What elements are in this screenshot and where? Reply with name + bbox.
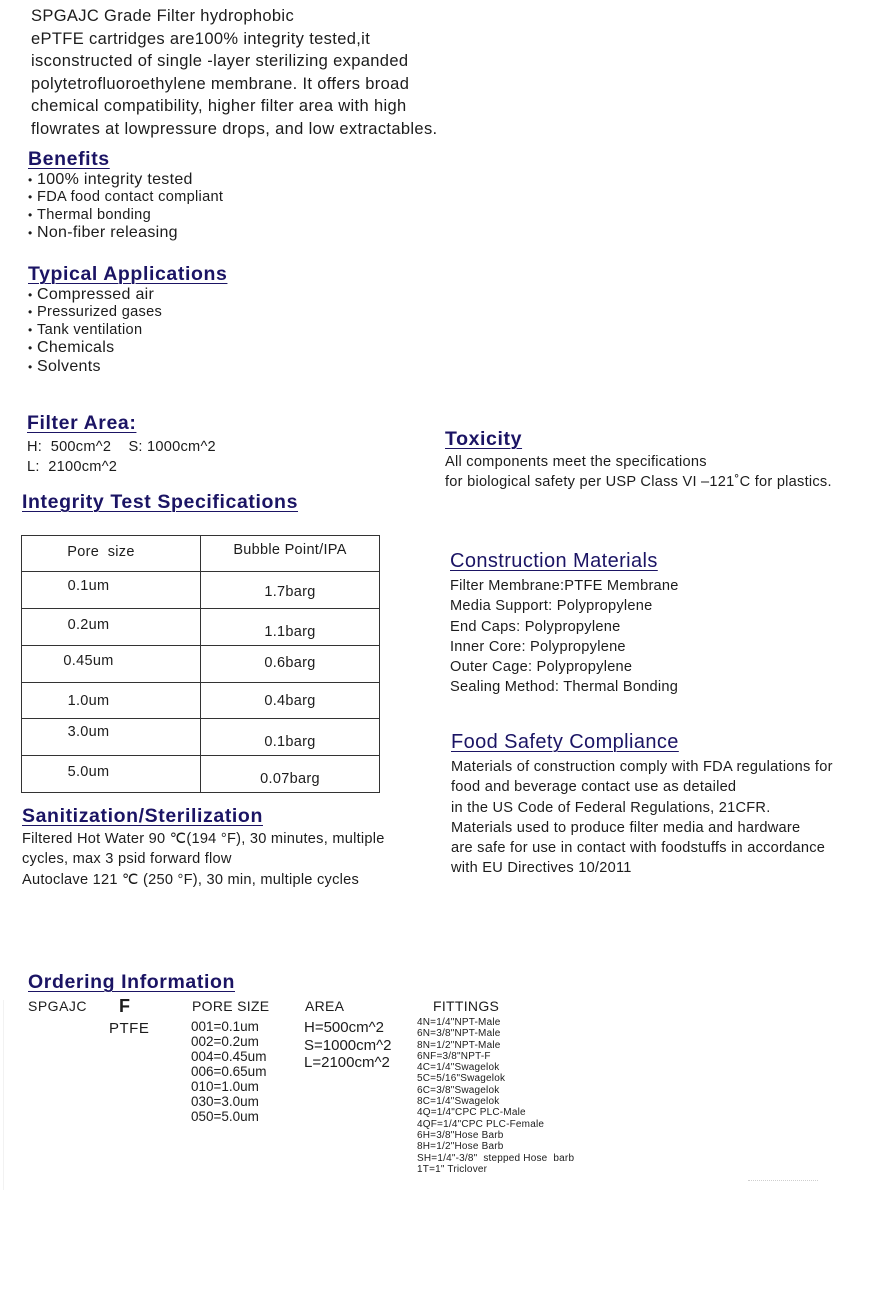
list-item: • FDA food contact compliant	[28, 189, 224, 205]
table-header-bubble-point: Bubble Point/IPA	[201, 536, 380, 572]
integrity-heading: Integrity Test Specifications	[22, 491, 299, 513]
construction-line: Sealing Method: Thermal Bonding	[450, 679, 679, 696]
list-item: • Thermal bonding	[28, 206, 152, 223]
food-safety-line: with EU Directives 10/2011	[451, 860, 632, 877]
construction-line: End Caps: Polypropylene	[450, 618, 621, 635]
intro-paragraph	[31, 5, 438, 141]
fitting-option: 6C=3/8"Swagelok	[417, 1084, 500, 1096]
fitting-option: 6N=3/8"NPT-Male	[417, 1028, 501, 1040]
pore-option: 001=0.1um	[191, 1019, 259, 1034]
sanitization-text	[22, 829, 385, 890]
ordering-area-list	[304, 1019, 392, 1072]
construction-list	[450, 576, 679, 698]
intro-line: isconstructed of single -layer sterilizing expanded	[31, 52, 409, 71]
food-safety-line: Materials used to produce filter media and hardware	[451, 819, 801, 836]
table-row	[22, 756, 380, 793]
list-item: • Chemicals	[28, 339, 115, 356]
fitting-option: 4QF=1/4"CPC PLC-Female	[417, 1118, 545, 1130]
bullet-icon: •	[28, 341, 33, 355]
fitting-option: 4C=1/4"Swagelok	[417, 1062, 500, 1074]
ordering-fittings-header: FITTINGS	[433, 998, 500, 1014]
bubble-point-cell: 0.1barg	[201, 719, 380, 756]
bullet-icon: •	[28, 322, 33, 337]
ordering-heading: Ordering Information	[28, 971, 235, 993]
ordering-media-code: F	[119, 996, 130, 1016]
fitting-option: 8C=1/4"Swagelok	[417, 1096, 500, 1108]
sanitization-line: cycles, max 3 psid forward flow	[22, 851, 232, 868]
integrity-table	[21, 535, 380, 793]
construction-heading: Construction Materials	[450, 550, 658, 572]
list-item: • Pressurized gases	[28, 304, 163, 320]
fitting-option: 6NF=3/8"NPT-F	[417, 1050, 491, 1062]
filter-area-heading: Filter Area:	[27, 412, 137, 434]
toxicity-line: All components meet the specifications	[445, 454, 707, 470]
list-item: • 100% integrity tested	[28, 171, 193, 188]
fitting-option: 8H=1/2"Hose Barb	[417, 1141, 504, 1153]
fitting-option: 6H=3/8"Hose Barb	[417, 1129, 504, 1141]
pore-size-cell: 5.0um	[22, 756, 201, 793]
table-row	[22, 719, 380, 756]
bullet-icon: •	[28, 288, 33, 302]
bullet-icon: •	[28, 207, 33, 222]
bullet-icon: •	[28, 360, 33, 374]
pore-option: 004=0.45um	[191, 1049, 267, 1064]
applications-heading: Typical Applications	[28, 263, 228, 285]
area-option: L=2100cm^2	[304, 1054, 390, 1071]
food-safety-heading: Food Safety Compliance	[451, 731, 679, 753]
fitting-option: 1T=1" Triclover	[417, 1163, 488, 1175]
table-row	[22, 572, 380, 609]
filter-area-line: H: 500cm^2 S: 1000cm^2	[27, 439, 216, 455]
pore-size-cell: 0.45um	[22, 646, 201, 683]
intro-line: chemical compatibility, higher filter area with high	[31, 97, 407, 116]
benefits-heading: Benefits	[28, 148, 110, 170]
sanitization-heading: Sanitization/Sterilization	[22, 805, 263, 827]
pore-option: 002=0.2um	[191, 1034, 259, 1049]
construction-line: Inner Core: Polypropylene	[450, 638, 626, 655]
pore-size-cell: 0.1um	[22, 572, 201, 609]
bullet-icon: •	[28, 305, 33, 319]
intro-line: SPGAJC Grade Filter hydrophobic	[31, 7, 295, 25]
pore-option: 006=0.65um	[191, 1064, 267, 1079]
list-item: • Solvents	[28, 358, 101, 375]
fitting-option: 5C=5/16"Swagelok	[417, 1073, 506, 1085]
ordering-area-header: AREA	[305, 998, 345, 1014]
table-row	[22, 683, 380, 719]
ordering-pore-list	[191, 1019, 266, 1124]
food-safety-line: are safe for use in contact with foodstuffs in accordance	[451, 840, 826, 857]
food-safety-text	[451, 757, 833, 879]
fitting-option: 4N=1/4"NPT-Male	[417, 1017, 501, 1028]
fitting-option: 4Q=1/4"CPC PLC-Male	[417, 1107, 526, 1119]
applications-list	[28, 286, 162, 377]
bubble-point-cell: 0.4barg	[201, 683, 380, 719]
pore-size-cell: 0.2um	[22, 609, 201, 646]
area-option: S=1000cm^2	[304, 1036, 392, 1054]
table-row	[22, 646, 380, 683]
construction-line: Outer Cage: Polypropylene	[450, 659, 633, 676]
intro-line: flowrates at lowpressure drops, and low extractables.	[31, 119, 438, 138]
bubble-point-cell: 1.7barg	[201, 572, 380, 609]
sanitization-line: Autoclave 121 ℃ (250 °F), 30 min, multiple cycles	[22, 871, 360, 888]
food-safety-line: Materials of construction comply with FDA regulations for	[451, 759, 833, 775]
pore-option: 030=3.0um	[191, 1094, 259, 1109]
table-header-row	[22, 536, 380, 572]
benefits-list	[28, 171, 223, 242]
list-item: • Non-fiber releasing	[28, 224, 178, 241]
food-safety-line: food and beverage contact use as detailed	[451, 779, 737, 796]
food-safety-line: in the US Code of Federal Regulations, 21CFR.	[451, 799, 771, 816]
ordering-fittings-list	[417, 1017, 574, 1175]
faint-divider	[748, 1180, 818, 1183]
table-row	[22, 609, 380, 646]
bubble-point-cell: 1.1barg	[201, 609, 380, 646]
construction-line: Filter Membrane:PTFE Membrane	[450, 578, 679, 594]
bullet-icon: •	[28, 226, 33, 240]
edge-divider	[3, 1000, 4, 1190]
ordering-model: SPGAJC	[28, 998, 88, 1014]
construction-line: Media Support: Polypropylene	[450, 598, 653, 615]
area-option: H=500cm^2	[304, 1019, 384, 1036]
pore-size-cell: 1.0um	[22, 683, 201, 719]
bubble-point-cell: 0.07barg	[201, 756, 380, 793]
list-item: • Tank ventilation	[28, 321, 143, 338]
fitting-option: SH=1/4"-3/8" stepped Hose barb	[417, 1152, 575, 1164]
ordering-media-name: PTFE	[109, 1020, 150, 1037]
toxicity-line: for biological safety per USP Class VI –121˚C for plastics.	[445, 474, 832, 490]
filter-area-line: L: 2100cm^2	[27, 459, 118, 475]
bullet-icon: •	[28, 190, 33, 204]
intro-line: polytetrofluoroethylene membrane. It offers broad	[31, 74, 410, 93]
pore-option: 050=5.0um	[191, 1109, 259, 1124]
fitting-option: 8N=1/2"NPT-Male	[417, 1039, 501, 1051]
intro-line: ePTFE cartridges are100% integrity tested,it	[31, 29, 371, 48]
toxicity-heading: Toxicity	[445, 428, 523, 450]
ordering-pore-header: PORE SIZE	[192, 998, 270, 1014]
bullet-icon: •	[28, 173, 33, 187]
table-header-pore-size: Pore size	[22, 536, 201, 572]
pore-size-cell: 3.0um	[22, 719, 201, 756]
pore-option: 010=1.0um	[191, 1079, 259, 1094]
list-item: • Compressed air	[28, 286, 155, 303]
bubble-point-cell: 0.6barg	[201, 646, 380, 683]
sanitization-line: Filtered Hot Water 90 ℃(194 °F), 30 minutes, multiple	[22, 831, 385, 847]
